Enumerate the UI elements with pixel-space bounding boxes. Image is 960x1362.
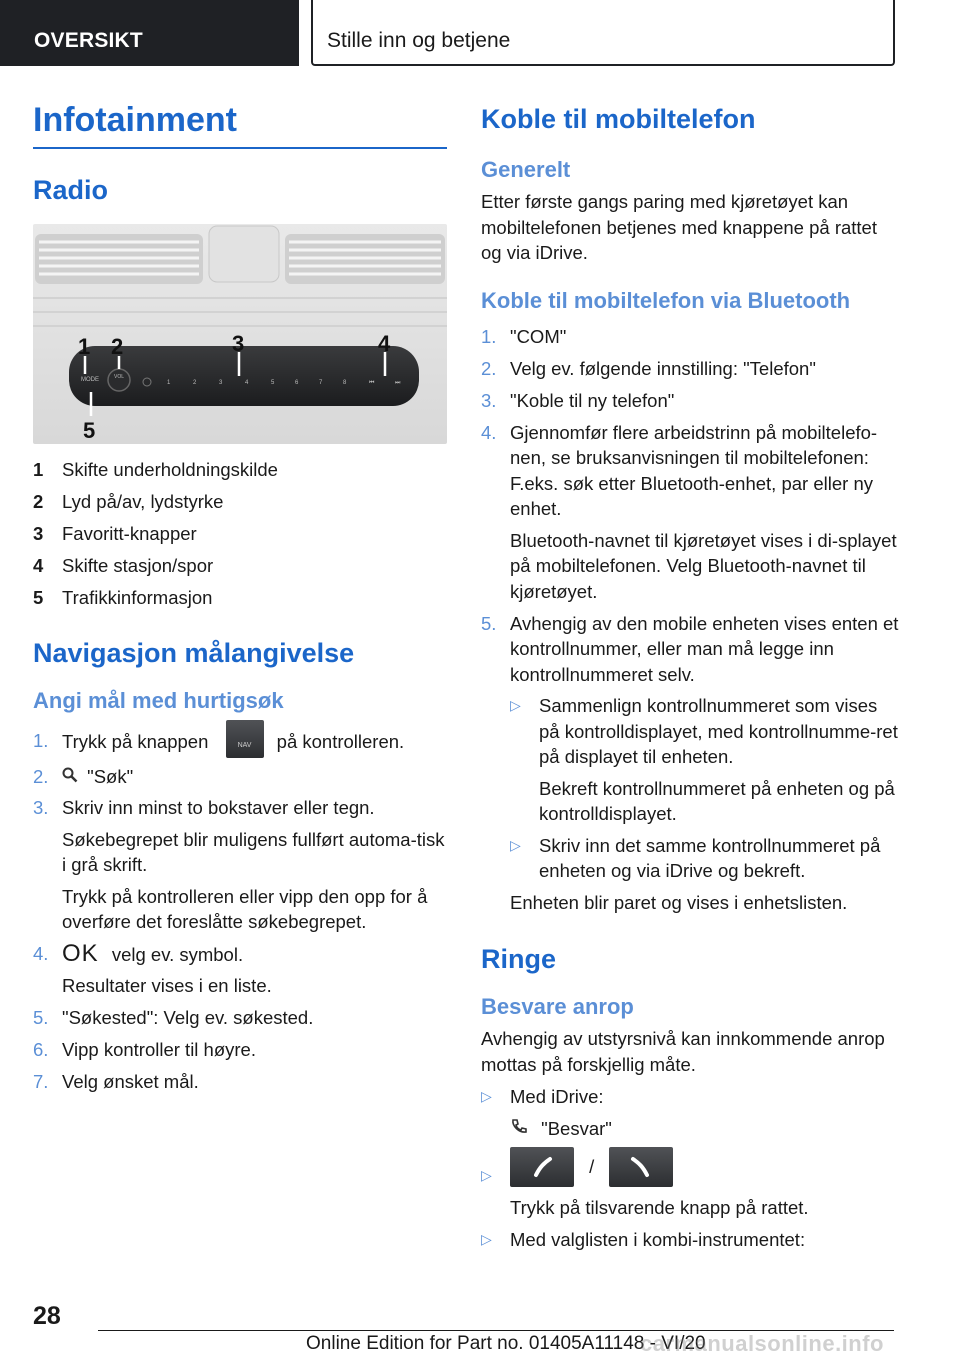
radio-panel-illustration (33, 224, 447, 444)
preset-5: 5 (271, 380, 275, 386)
step-item: 3. Skriv inn minst to bokstaver eller tegn. Søkebegrepet blir muligens fullført automa-tisk i grå skrift. Trykk på kontrolleren eller vipp den opp for å overføre det foreslåtte søkebegrepet. (33, 797, 445, 932)
mode-label: MODE (81, 377, 99, 383)
triangle-bullet-icon: ▷ (510, 697, 521, 713)
bullet-item: ▷ Sammenlign kontrollnummeret som vises på kontrolldisplayet, med kontrollnumme-ret på displayet til enheten. Bekreft kontrollnummeret på enheten og på kontrolldisplayet. (510, 695, 898, 824)
radio-panel-photo (33, 224, 447, 444)
phone-icon (510, 1116, 536, 1142)
answer-call-subheading: Besvare anrop (481, 994, 634, 1019)
prev-track-glyph: ⏮ (369, 380, 375, 386)
bullet-item: ▷ Med valglisten i kombi-instrumentet: (481, 1227, 901, 1253)
preset-1: 1 (167, 380, 171, 386)
vol-label: VOL (114, 374, 125, 380)
step-item: 4. OK velg ev. symbol. Resultater vises i en liste. (33, 939, 272, 996)
chapter-tab: Stille inn og betjene (311, 0, 895, 66)
triangle-bullet-icon: ▷ (481, 1230, 492, 1247)
callout-4: 4 (378, 331, 391, 356)
bluetooth-steps (481, 324, 901, 916)
ok-icon: OK (62, 939, 99, 967)
page-number: 28 (33, 1302, 61, 1330)
legend-item: 3 Favoritt-knapper (33, 523, 197, 544)
triangle-bullet-icon: ▷ (481, 1088, 492, 1104)
watermark: carmanualsonline.info (640, 1331, 884, 1356)
right-column (481, 95, 901, 1252)
verification-bullets (510, 693, 901, 884)
triangle-bullet-icon: ▷ (510, 836, 521, 853)
step-item: 3. "Koble til ny telefon" (481, 389, 675, 411)
preset-8: 8 (343, 380, 347, 386)
accept-call-button-icon (510, 1147, 574, 1187)
callout-3: 3 (232, 331, 245, 356)
page-header (0, 0, 960, 66)
quick-search-steps (33, 728, 447, 1095)
bullet-item: ▷ Skriv inn det samme kontrollnummeret på enheten og via iDrive og bekreft. (510, 834, 881, 881)
edition-note: Online Edition for Part no. 01405A11148 - VI/20 (306, 1333, 706, 1354)
left-column (33, 95, 447, 1094)
preset-6: 6 (295, 380, 299, 386)
step-item: 7. Velg ønsket mål. (33, 1070, 199, 1092)
step-item: 6. Vipp kontroller til høyre. (33, 1038, 256, 1060)
bullet-item: ▷ Med iDrive: "Besvar" (481, 1084, 901, 1141)
preset-3: 3 (219, 380, 223, 386)
search-icon (62, 764, 82, 790)
triangle-bullet-icon: ▷ (481, 1167, 492, 1183)
step-item: 2. Velg ev. følgende innstilling: "Telefon" (481, 357, 816, 379)
radio-legend (33, 457, 447, 611)
left-air-vent (35, 234, 203, 284)
step-item: 5. Avhengig av den mobile enheten vises enten et kontrollnummer, eller man må legge inn kontrollnummeret selv. ▷ Sammenlign kontrollnummeret som vises på kontrolldisplayet, med kontrollnumme-ret på displayet til enheten. Bekreft kontrollnummeret på enheten og på kontrolldisplayet. ▷ Skriv inn det samme kontrollnummeret på enheten og via iDrive og bekreft. Enheten blir paret og vises i enhetslisten. (481, 611, 901, 916)
step-item: 5. "Søkested": Velg ev. søkested. (33, 1006, 314, 1028)
quick-search-subheading: Angi mål med hurtigsøk (33, 687, 284, 713)
radio-heading: Radio (33, 175, 109, 205)
step-item: 2. "Søk" (33, 764, 447, 790)
general-text: Etter første gangs paring med kjøretøyet kan mobiltelefonen betjenes med knappene på rattet og via iDrive. (481, 191, 877, 263)
preset-4: 4 (245, 380, 249, 386)
preset-7: 7 (319, 380, 323, 386)
legend-item: 4 Skifte stasjon/spor (33, 555, 214, 576)
legend-item: 2 Lyd på/av, lydstyrke (33, 491, 224, 512)
volume-knob (108, 369, 130, 391)
end-call-button-icon (609, 1147, 673, 1187)
next-track-glyph: ⏭ (395, 380, 401, 386)
step-item: 4. Gjennomfør flere arbeidstrinn på mobiltelefo-nen, se bruksanvisningen til mobiltelefonen: F.eks. søk etter Bluetooth-enhet, par eller ny enhet. Bluetooth-navnet til kjøretøyet vises i di-splayet på mobiltelefonen. Velg Bluetooth-navnet til kjøretøyet. (481, 421, 897, 602)
section-title: Infotainment (33, 95, 447, 149)
legend-item: 1 Skifte underholdningskilde (33, 459, 278, 480)
ringe-heading: Ringe (481, 944, 557, 974)
callout-1: 1 (78, 334, 91, 359)
bullet-item: ▷ / Trykk på tilsvarende knapp på rattet. (481, 1147, 901, 1221)
section-tab: OVERSIKT (0, 0, 299, 66)
legend-item: 5 Trafikkinformasjon (33, 587, 213, 608)
right-air-vent (285, 234, 445, 284)
callout-5: 5 (83, 418, 96, 443)
answer-call-bullets (481, 1084, 901, 1252)
preset-2: 2 (193, 380, 197, 386)
answer-call-text: Avhengig av utstyrsnivå kan innkommende anrop mottas på forskjellig måte. (481, 1028, 885, 1075)
step-item: 1. Trykk på knappen NAV på kontrolleren. (33, 728, 447, 758)
nav-button-icon: NAV (226, 720, 264, 758)
step-item: 1. "COM" (481, 325, 567, 347)
general-subheading: Generelt (481, 157, 571, 182)
mobile-phone-heading: Koble til mobiltelefon (481, 104, 756, 134)
navigation-heading: Navigasjon målangivelse (33, 637, 355, 668)
callout-2: 2 (111, 334, 124, 359)
bluetooth-subheading: Koble til mobiltelefon via Bluetooth (481, 287, 851, 313)
